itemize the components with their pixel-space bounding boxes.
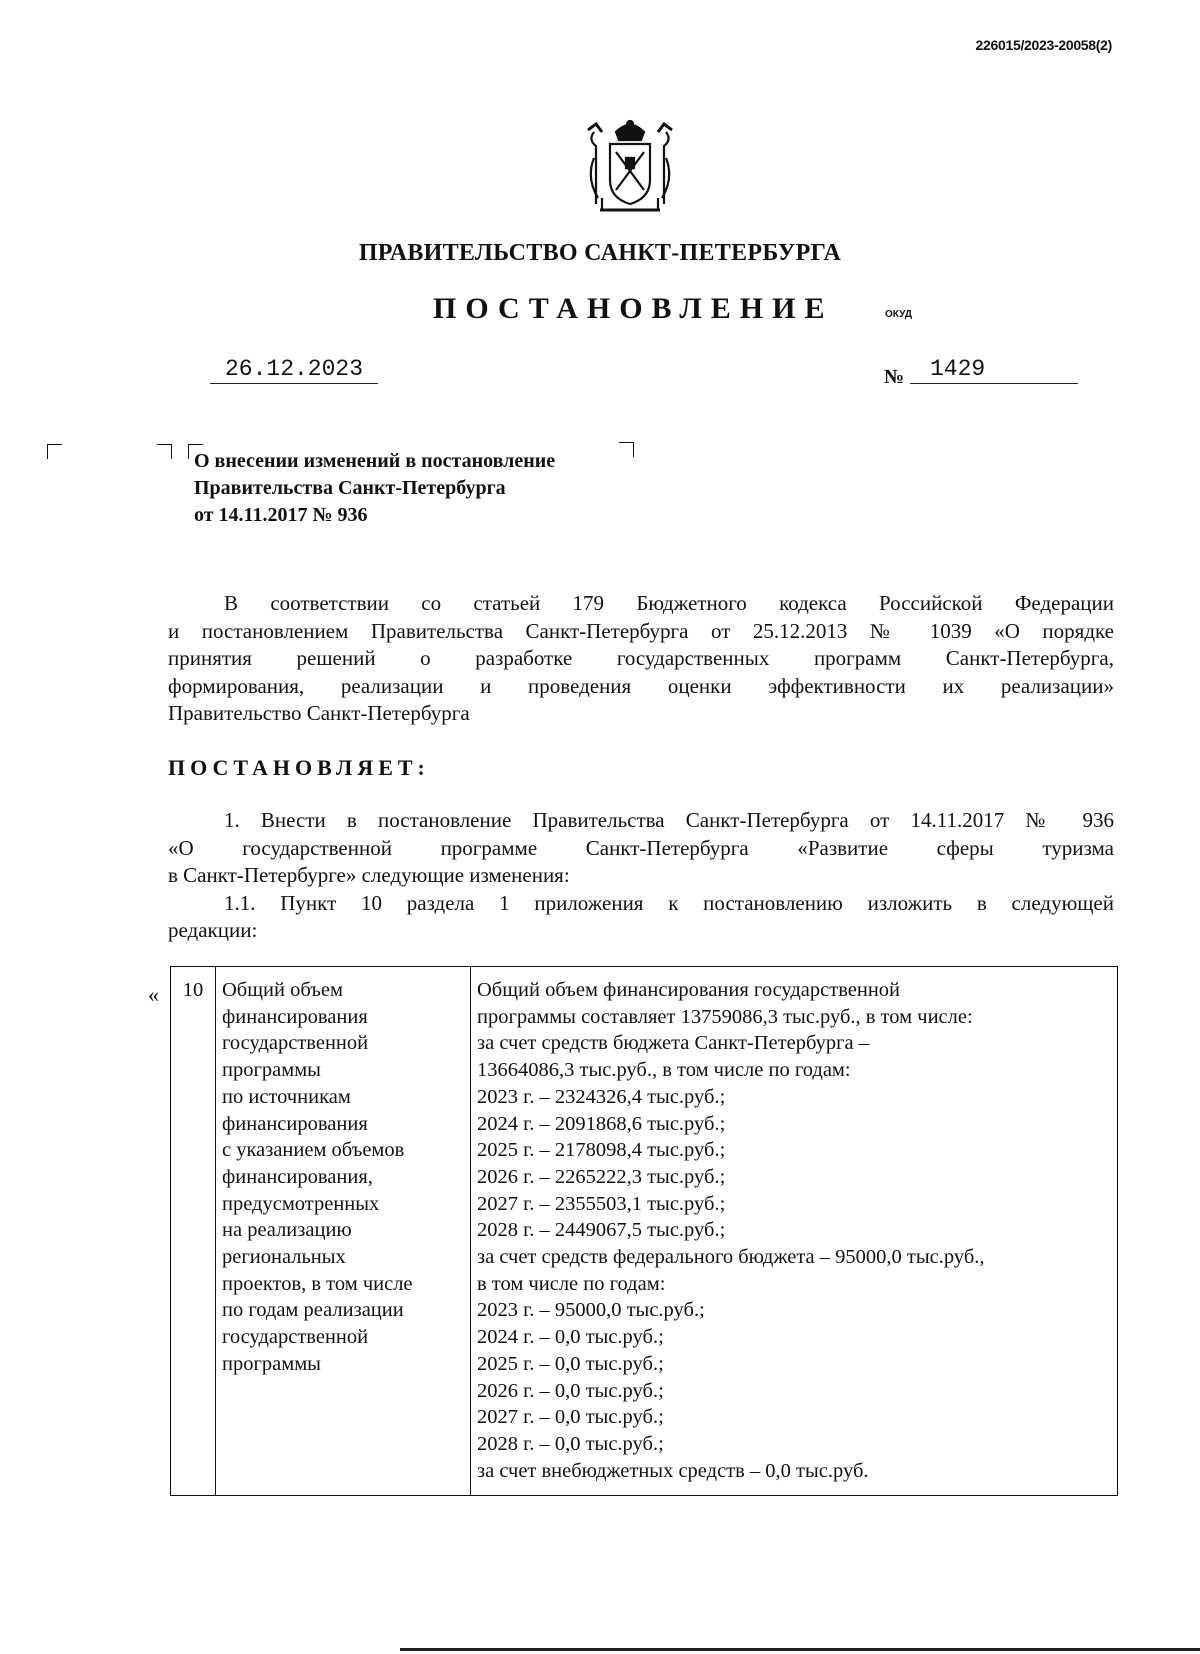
document-date: 26.12.2023: [210, 356, 378, 384]
preamble-line: Правительство Санкт-Петербурга: [168, 701, 470, 725]
label-line: программы: [222, 1352, 321, 1375]
row-label: [216, 967, 471, 1496]
coat-of-arms-icon: [580, 118, 680, 218]
value-line: за счет внебюджетных средств – 0,0 тыс.руб.: [477, 1459, 869, 1482]
label-line: Общий объем: [222, 979, 343, 1001]
preamble-line: и постановлением Правительства Санкт-Петербурга от 25.12.2013 № 1039 «О порядке: [168, 618, 1114, 643]
row-number: 10: [171, 967, 216, 1496]
document-code: 226015/2023-20058(2): [975, 37, 1112, 53]
preamble-line: формирования, реализации и проведения оценки эффективности их реализации»: [168, 673, 1114, 698]
resolves-heading: ПОСТАНОВЛЯЕТ:: [168, 755, 430, 780]
value-line: 2024 г. – 2091868,6 тыс.руб.;: [477, 1112, 726, 1135]
label-line: по источникам: [222, 1085, 351, 1108]
scan-edge-line: [400, 1648, 1200, 1651]
preamble: [168, 590, 1114, 728]
document-type: ПОСТАНОВЛЕНИЕ: [433, 292, 834, 325]
organization-title: ПРАВИТЕЛЬСТВО САНКТ-ПЕТЕРБУРГА: [358, 240, 842, 266]
value-line: 2025 г. – 0,0 тыс.руб.;: [477, 1352, 664, 1375]
clause-line: 1.1. Пункт 10 раздела 1 приложения к постановлению изложить в следующей: [224, 890, 1114, 915]
clause-line: 1. Внести в постановление Правительства Санкт-Петербурга от 14.11.2017 № 936: [224, 808, 1114, 832]
corner-mark-subject-top-left: [157, 444, 172, 459]
value-line: 2028 г. – 0,0 тыс.руб.;: [477, 1432, 664, 1455]
value-line: за счет средств федерального бюджета – 95000,0 тыс.руб.,: [477, 1246, 985, 1269]
clause-line: «О государственной программе Санкт-Петербурга «Развитие сферы туризма: [168, 835, 1114, 860]
value-line: в том числе по годам:: [477, 1272, 666, 1295]
preamble-line: В соответствии со статьей 179 Бюджетного кодекса Российской Федерации: [224, 591, 1114, 615]
corner-mark-subject-top-right: [619, 442, 634, 457]
document-number: 1429: [910, 356, 1078, 384]
value-line: 2025 г. – 2178098,4 тыс.руб.;: [477, 1139, 726, 1162]
label-line: предусмотренных: [222, 1192, 380, 1215]
subject-line: Правительства Санкт-Петербурга: [194, 477, 506, 499]
label-line: региональных: [222, 1246, 346, 1269]
quote-open: «: [148, 982, 159, 1007]
label-line: финансирования,: [222, 1165, 373, 1188]
financing-table: [170, 966, 1118, 1496]
label-line: финансирования: [222, 1112, 368, 1135]
value-line: 2027 г. – 2355503,1 тыс.руб.;: [477, 1192, 726, 1215]
value-line: 2028 г. – 2449067,5 тыс.руб.;: [477, 1219, 726, 1242]
label-line: государственной: [222, 1032, 369, 1055]
label-line: финансирования: [222, 1005, 368, 1028]
clause-line: в Санкт-Петербурге» следующие изменения:: [168, 863, 570, 887]
value-line: 2026 г. – 0,0 тыс.руб.;: [477, 1379, 664, 1402]
preamble-line: принятия решений о разработке государственных программ Санкт-Петербурга,: [168, 646, 1114, 670]
value-line: программы составляет 13759086,3 тыс.руб., в том числе:: [477, 1005, 973, 1028]
label-line: государственной: [222, 1326, 369, 1349]
row-value: [471, 967, 1118, 1496]
corner-mark-left: [47, 444, 62, 459]
value-line: 2023 г. – 95000,0 тыс.руб.;: [477, 1299, 705, 1322]
value-line: 2026 г. – 2265222,3 тыс.руб.;: [477, 1165, 726, 1188]
subject-line: О внесении изменений в постановление: [194, 450, 556, 472]
clause-line: редакции:: [168, 918, 258, 942]
value-line: за счет средств бюджета Санкт-Петербурга –: [477, 1032, 869, 1055]
table-row: [171, 967, 1118, 1496]
label-line: на реализацию: [222, 1219, 352, 1242]
value-line: 2027 г. – 0,0 тыс.руб.;: [477, 1406, 664, 1429]
value-line: 2023 г. – 2324326,4 тыс.руб.;: [477, 1085, 726, 1108]
number-sign: №: [884, 366, 905, 388]
label-line: программы: [222, 1059, 321, 1082]
okud-label: ОКУД: [885, 309, 912, 320]
document-subject: [194, 448, 555, 529]
label-line: по годам реализации: [222, 1299, 404, 1322]
value-line: Общий объем финансирования государственной: [477, 979, 901, 1001]
clause-1: [168, 807, 1114, 945]
label-line: проектов, в том числе: [222, 1272, 413, 1295]
value-line: 13664086,3 тыс.руб., в том числе по годам:: [477, 1059, 851, 1082]
label-line: с указанием объемов: [222, 1139, 405, 1162]
subject-line: от 14.11.2017 № 936: [194, 504, 368, 526]
value-line: 2024 г. – 0,0 тыс.руб.;: [477, 1326, 664, 1349]
